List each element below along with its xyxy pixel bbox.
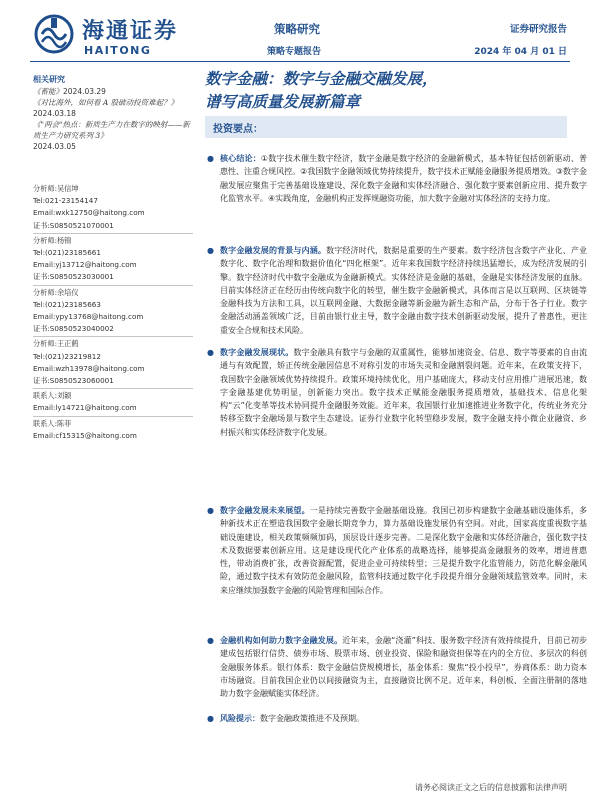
bullet-icon: ●: [207, 246, 214, 255]
key-point: [205, 504, 587, 597]
analyst-block: [33, 287, 193, 336]
key-point: [205, 712, 587, 725]
analyst-tel: Tel:(021)23219812: [33, 351, 101, 361]
contact-block: [33, 390, 193, 414]
key-point-lead: 数字金融发展未来展望。: [220, 506, 310, 515]
analyst-email[interactable]: Email:wxk12750@haitong.com: [33, 208, 145, 218]
analyst-name: 分析师:杨锦: [33, 235, 72, 245]
key-point-lead: 核心结论：: [220, 154, 261, 163]
analyst-tel: Tel:(021)23185663: [33, 299, 101, 309]
analyst-block: [33, 338, 193, 387]
bullet-icon: ●: [207, 154, 214, 163]
analyst-cert: 证书:S0850521070001: [33, 220, 114, 230]
analyst-cert: 证书:S0850523040002: [33, 324, 114, 334]
logo-en-text: HAITONG: [84, 44, 152, 57]
related-title: 《蓄能》: [33, 87, 63, 96]
related-heading: 相关研究: [33, 75, 65, 84]
haitong-logo-icon: [34, 12, 74, 56]
key-point: [205, 634, 587, 700]
key-point-text: 近年来，金融“浇灌”科技、服务数字经济有效持续提升，目前已初步建成包括银行信贷、债券市场、股票市场、创业投资、保险和融资担保等在内的全方位、多层次的科创金融服务体系。银行体系：数字金融信贷规模增长，基金体系：聚焦“投小投早”，券商体系：助力资本市场融资。目前我国企业仍以间接融资为主，直接融资比例不足。近年来，科创板、全面注册制的落地助力数字金融赋能实体经济。: [220, 636, 587, 699]
analyst-email[interactable]: Email:wzh13978@haitong.com: [33, 363, 145, 373]
contact-name: 联系人:刘颖: [33, 391, 72, 401]
key-point-text: 一是持续完善数字金融基础设施。我国已初步构建数字金融基础设施体系，多种新技术正在塑造我国数字金融长期竞争力，算力基础设施发展仍有空间。对此，国家高度重视数字基础设施建设，相关政策频频加码，顶层设计逐步完善。二是深化数字金融和实体经济融合，强化数字技术及数据要素创新应用。这是建设现代化产业体系的战略选择，能够提高金融服务的效率，增进普惠性，带动消费扩张，改善资源配置，促进企业可持续转型；三是提升数字化监管能力，防范化解金融风险，通过数字技术有效防范金融风险，监管科技通过数字化手段提升细分金融领域监管效率。同时，未来应继续加强数字金融的风险管理和国际合作。: [220, 506, 587, 595]
report-category: 策略研究: [274, 22, 320, 36]
analyst-email[interactable]: Email:yj13712@haitong.com: [33, 260, 137, 270]
title-line-1: 数字金融：数字与金融交融发展，: [205, 69, 438, 88]
key-points-label: 投资要点：: [213, 124, 263, 135]
key-point-text: ①数字技术催生数字经济，数字金融是数字经济的金融新模式，基本特征包括创新驱动、普惠性、注重合规风控。②我国数字金融领域优势持续提升，数字技术正赋能金融服务提质增效。③数字金融发展应聚焦于完善基础设施建设、深化数字金融和实体经济融合、强化数字要素创新应用、提升数字化监管水平。④实践角度，金融机构正发挥规融资功能，加大数字金融对实体经济的支持力度。: [220, 154, 587, 203]
bullet-icon: ●: [207, 714, 214, 723]
related-item[interactable]: [33, 97, 193, 119]
analyst-divider: [33, 285, 193, 286]
contact-block: [33, 418, 193, 442]
key-point-lead: 风险提示：: [220, 714, 260, 723]
analyst-cert: 证书:S0850523060001: [33, 376, 114, 386]
analyst-block: [33, 183, 193, 232]
related-date: 2024.03.18: [33, 109, 76, 118]
logo-cn-text: 海通证券: [82, 18, 179, 44]
key-point: [205, 346, 587, 439]
analyst-divider: [33, 233, 193, 234]
analyst-name: 分析师:王正鹤: [33, 339, 79, 349]
report-date: 2024 年 04 月 01 日: [474, 47, 567, 57]
company-logo: [34, 10, 179, 60]
contact-email[interactable]: Email:cf15315@haitong.com: [33, 430, 137, 440]
key-point-text: 数字金融政策推进不及预期。: [260, 714, 364, 723]
related-date: 2024.03.05: [33, 142, 76, 151]
related-research: [33, 74, 193, 152]
analyst-block: [33, 235, 193, 284]
report-title: [205, 67, 575, 113]
analyst-tel: Tel:021-23154147: [33, 196, 98, 206]
key-point-text: 数字经济时代，数据是重要的生产要素。数字经济包含数字产业化、产业数字化、数字化治理和数据价值化“四化框架”。近年来我国数字经济持续迅猛增长，成为经济发展的引擎。数字经济时代中数字金融成为金融新模式。实体经济是金融的基础，金融是实体经济发展的血脉。目前实体经济正在经历由传统向数字化的转型，催生数字金融新模式，具体而言是以互联网、区块链等金融科技为方法和工具，以互联网金融、大数据金融等新金融为新生态和产品，分布于各子行业。数字金融活动涵盖领域广泛，目前由银行业主导，数字金融由数字技术创新驱动发展，提升了普惠性，更注重安全合规和技术风险。: [220, 246, 588, 335]
analyst-email[interactable]: Email:ypy13768@haitong.com: [33, 312, 144, 322]
disclaimer-footer: 请务必阅读正文之后的信息披露和法律声明: [415, 783, 567, 792]
related-title: 《"两会"热点：新质生产力在数字的映射——新质生产力研究系列 3》: [33, 120, 190, 140]
analyst-name: 分析师:余培仪: [33, 287, 79, 297]
related-date: 2024.03.29: [63, 87, 106, 96]
analyst-cert: 证书:S0850523030001: [33, 272, 114, 282]
analyst-list: [33, 183, 193, 442]
contact-email[interactable]: Email:ly14721@haitong.com: [33, 403, 137, 413]
key-point-lead: 数字金融发展的背景与内涵。: [220, 246, 327, 255]
report-type: 策略专题报告: [267, 47, 322, 57]
analyst-tel: Tel:(021)23185661: [33, 248, 101, 258]
key-point-lead: 数字金融发展现状。: [220, 348, 294, 357]
key-points-bar: [205, 116, 567, 138]
key-point: [205, 152, 587, 205]
bullet-icon: ●: [207, 506, 214, 515]
header-divider: [30, 61, 570, 62]
related-title: 《对比海外，如何看 A 股破动投资难起？》: [33, 98, 179, 107]
analyst-divider: [33, 388, 193, 389]
analyst-name: 分析师:吴信坤: [33, 184, 79, 193]
key-point-lead: 金融机构如何助力数字金融发展。: [220, 636, 343, 645]
research-label: 证券研究报告: [509, 24, 567, 35]
related-item[interactable]: [33, 119, 193, 152]
key-point-text: 数字金融具有数字与金融的双重属性，能够加速资金、信息、数字等要素的自由流通与有效配置，矫正传统金融因信息不对称引发的市场失灵和金融割裂问题。近年来，在政策支持下，我国数字金融领域优势持续提升。政策环境持续优化，用户基础庞大，移动支付应用推广进展迅速，数字金融基建优势明显，创新能力突出。数字技术正赋能金融服务提质增效，基础技术、信息化架构“云”化变革等技术协同提升金融服务效能。近年来，我国银行业加速推进业务数字化，传统业务充分转移至数字金融场景与数字生态建设。证券行业数字化转型稳步发展，数字金融支持小微企业融资、乡村振兴和实体经济数字化发展。: [220, 348, 588, 437]
bullet-icon: ●: [207, 636, 214, 645]
contact-name: 联系人:陈菲: [33, 418, 72, 428]
analyst-divider: [33, 336, 193, 337]
key-point: [205, 244, 587, 337]
related-item[interactable]: [33, 86, 193, 97]
bullet-icon: ●: [207, 348, 214, 357]
title-line-2: 谱写高质量发展新篇章: [205, 92, 361, 111]
analyst-divider: [33, 416, 193, 417]
